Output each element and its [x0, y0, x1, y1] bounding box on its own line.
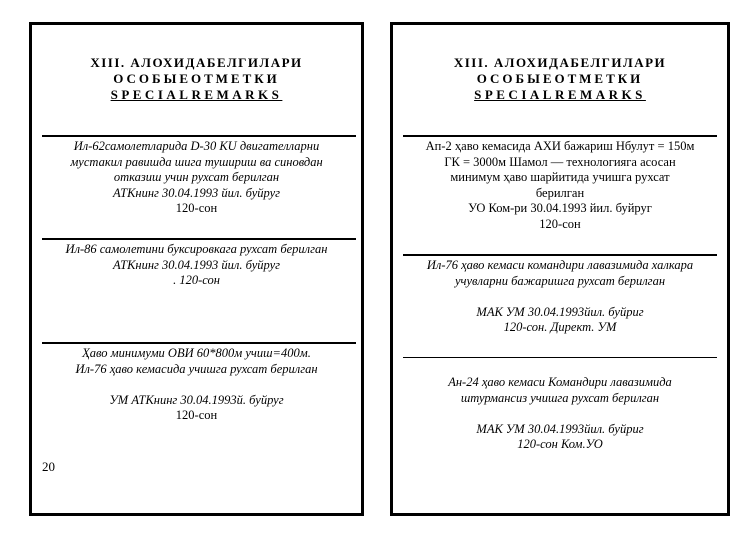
remark-line: отказиш учин рухсат берилган [113, 170, 280, 184]
remark-line: 120-сон Ком.УО [517, 437, 603, 451]
divider-line [403, 254, 717, 256]
remark-entry-2 [393, 258, 727, 336]
remark-line: минимум ҳаво шарйитида учишга рухсат [450, 170, 670, 184]
right-page [390, 22, 730, 516]
heading-russian: ОСОБЫЕОТМЕТКИ [476, 71, 644, 86]
remark-line: . 120-сон [173, 273, 220, 287]
remark-line: Ил-76 ҳаво кемаси командири лавазимида халкара [426, 258, 694, 272]
remark-entry-2 [32, 242, 361, 289]
remark-line: Ил-62самолетларида D-30 KU двигателларни [73, 139, 320, 153]
remark-line: Ап-2 ҳаво кемасида АХИ бажариш Нбулут = 150м [425, 139, 695, 153]
remark-line: 120-сон [539, 216, 581, 231]
page-number: 20 [42, 459, 55, 474]
remark-entry-3 [393, 375, 727, 453]
remark-line: МАК УМ 30.04.1993йил. буйриг [476, 304, 644, 319]
remark-line: Ил-86 самолетини буксировкага рухсат берилган [65, 242, 328, 256]
remark-line: АТКнинг 30.04.1993 йил. буйруг [112, 257, 281, 272]
remark-line: берилган [535, 185, 585, 200]
remark-line: АТКнинг 30.04.1993 йил. буйруг [112, 185, 281, 200]
remark-line: 120-сон [175, 408, 218, 422]
left-page [29, 22, 364, 516]
divider-line [42, 342, 356, 344]
remark-line: Ҳаво минимуми ОВИ 60*800м учиш=400м. [82, 346, 311, 360]
remark-entry-1 [32, 139, 361, 217]
heading-english: SPECIALREMARKS [474, 87, 646, 102]
divider-line [403, 135, 717, 137]
section-heading [32, 55, 361, 103]
heading-english: SPECIALREMARKS [110, 87, 283, 102]
remark-line: Ан-24 ҳаво кемаси Командири лавазимида [448, 375, 672, 389]
divider-line [42, 135, 356, 137]
heading-russian: ОСОБЫЕОТМЕТКИ [113, 71, 280, 86]
remark-line: мустакил равишда шига тушириш ва синовдан [70, 154, 323, 169]
section-heading [393, 55, 727, 103]
remark-line: 120-сон [175, 201, 218, 215]
remark-line: МАК УМ 30.04.1993йил. буйриг [476, 421, 644, 436]
remark-entry-1 [393, 139, 727, 232]
remark-line: УМ АТКнинг 30.04.1993й. буйруг [109, 392, 284, 407]
divider-line [42, 238, 356, 240]
remark-line: штурмансиз учишга рухсат берилган [460, 390, 660, 405]
divider-line [403, 357, 717, 358]
remark-entry-3 [32, 346, 361, 424]
remark-line: учувларни бажаришга рухсат берилган [454, 273, 666, 288]
remark-line: ГК = 3000м Шамол — технологияга асосан [444, 154, 676, 169]
remark-line: УО Ком-ри 30.04.1993 йил. буйруг [468, 201, 652, 215]
heading-uzbek: XIII. АЛОХИДАБЕЛГИЛАРИ [453, 55, 667, 70]
remark-line: 120-сон. Директ. УМ [503, 320, 617, 334]
remark-line: Ил-76 ҳаво кемасида учишга рухсат берилган [75, 361, 318, 376]
heading-uzbek: XIII. АЛОХИДАБЕЛГИЛАРИ [90, 55, 303, 70]
